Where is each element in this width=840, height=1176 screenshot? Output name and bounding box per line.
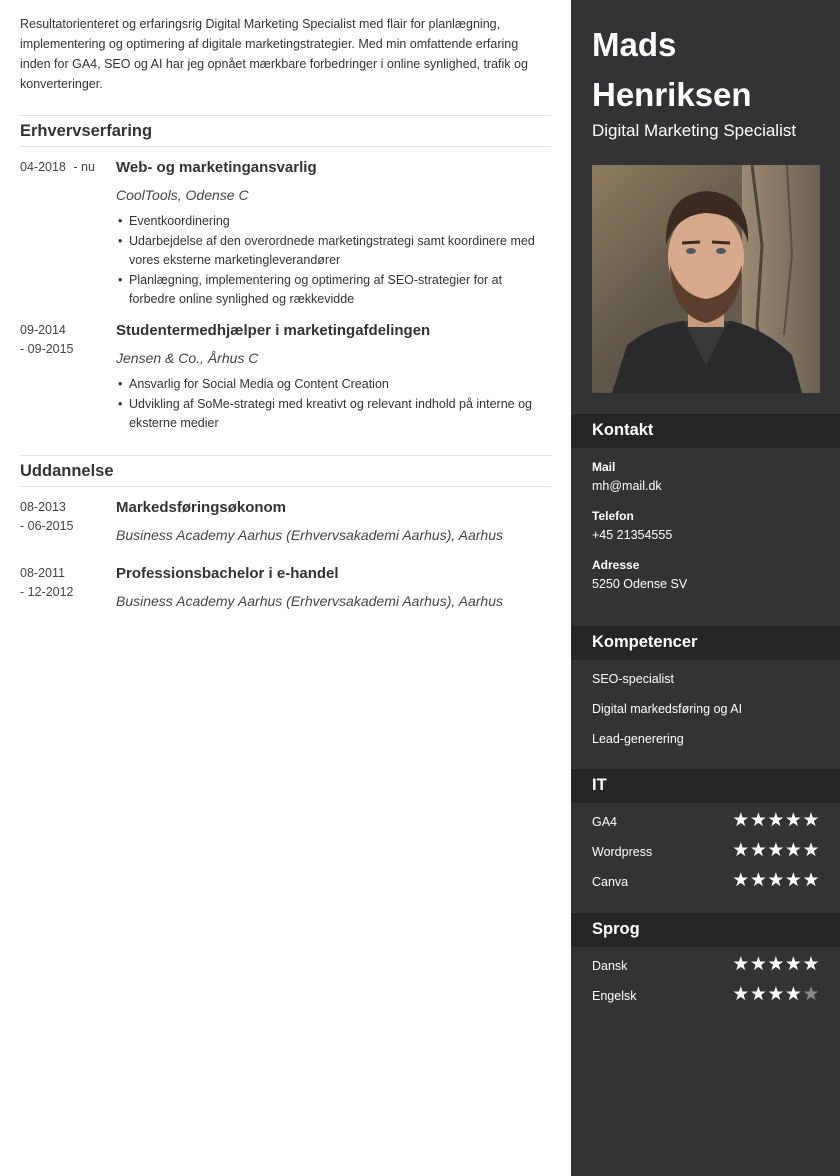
it-skill-row (592, 840, 820, 863)
skill-item: Lead-generering (592, 732, 684, 746)
profile-summary: Resultatorienteret og erfaringsrig Digital Marketing Specialist med flair for planlægning, implementering og optimering af digitale marketingstrategier. Med min omfattende erfaring inden for GA4, SEO og AI har jeg opnået mærkbare forbedringer i online synlighed, trafik og konverteringer. (20, 17, 528, 91)
job-role: Digital Marketing Specialist (592, 121, 797, 140)
it-heading: IT (571, 769, 840, 803)
star-filled-icon: ★ (784, 954, 803, 975)
job-employer: Jensen & Co., Århus C (116, 350, 259, 366)
star-filled-icon: ★ (784, 870, 803, 891)
rating-stars (732, 871, 820, 891)
experience-heading: Erhvervserfaring (20, 115, 551, 147)
job-title: Studentermedhjælper i marketingafdelingen (116, 322, 431, 339)
education-date-end: - 06-2015 (20, 519, 74, 533)
star-filled-icon: ★ (767, 870, 785, 891)
education-degree: Markedsføringsøkonom (116, 499, 287, 516)
mail-value[interactable]: mh@mail.dk (592, 479, 662, 493)
education-date-start: 08-2011 (20, 566, 65, 580)
star-filled-icon: ★ (749, 840, 768, 861)
it-skill-label: Canva (592, 875, 629, 889)
first-name: Mads (592, 26, 677, 63)
star-filled-icon: ★ (784, 810, 803, 831)
education-degree: Professionsbachelor i e-handel (116, 565, 339, 582)
phone-value[interactable]: +45 21354555 (592, 528, 673, 542)
star-filled-icon: ★ (749, 984, 768, 1005)
it-skill-row (592, 870, 820, 893)
education-heading: Uddannelse (20, 455, 551, 487)
star-filled-icon: ★ (767, 984, 785, 1005)
star-filled-icon: ★ (749, 870, 768, 891)
star-filled-icon: ★ (749, 954, 768, 975)
job-bullet: • Udarbejdelse af den overordnede marketingstrategi samt koordinere med vores eksterne marketingleverandører (116, 232, 551, 271)
language-label: Dansk (592, 959, 628, 973)
profile-photo (592, 165, 820, 393)
it-skill-row (592, 810, 820, 833)
star-filled-icon: ★ (732, 870, 750, 891)
star-filled-icon: ★ (802, 870, 820, 891)
it-skill-label: Wordpress (592, 845, 653, 859)
job-bullets (116, 212, 551, 310)
job-date (20, 321, 112, 359)
job-date-end: - nu (73, 160, 95, 174)
education-date (20, 564, 112, 602)
skill-item: Digital markedsføring og AI (592, 702, 743, 716)
it-skill-label: GA4 (592, 815, 618, 829)
star-filled-icon: ★ (732, 810, 750, 831)
language-row (592, 984, 820, 1007)
portrait-illustration (592, 165, 820, 393)
person-name (592, 20, 832, 120)
education-school: Business Academy Aarhus (Erhvervsakademi Aarhus), Aarhus (116, 527, 503, 543)
job-bullet: • Udvikling af SoMe-strategi med kreativt og relevant indhold på interne og eksterne medier (116, 395, 551, 434)
education-school: Business Academy Aarhus (Erhvervsakademi Aarhus), Aarhus (116, 593, 503, 609)
education-date (20, 498, 112, 536)
education-date-end: - 12-2012 (20, 585, 74, 599)
education-date-start: 08-2013 (20, 500, 66, 514)
last-name: Henriksen (592, 76, 752, 113)
job-employer: CoolTools, Odense C (116, 187, 249, 203)
job-date-end: - 09-2015 (20, 342, 74, 356)
address-label: Adresse (592, 558, 640, 572)
skill-item: SEO-specialist (592, 672, 674, 686)
star-filled-icon: ★ (732, 954, 750, 975)
star-filled-icon: ★ (767, 840, 785, 861)
rating-stars (732, 985, 820, 1005)
languages-heading: Sprog (571, 913, 840, 947)
job-date-start: 09-2014 (20, 323, 66, 337)
star-filled-icon: ★ (784, 840, 803, 861)
star-filled-icon: ★ (802, 810, 820, 831)
star-filled-icon: ★ (732, 984, 750, 1005)
job-bullet: • Eventkoordinering (116, 212, 551, 232)
star-filled-icon: ★ (767, 810, 785, 831)
job-bullet: • Ansvarlig for Social Media og Content Creation (116, 375, 551, 395)
star-filled-icon: ★ (802, 840, 820, 861)
rating-stars (732, 841, 820, 861)
star-filled-icon: ★ (732, 840, 750, 861)
star-empty-icon: ★ (802, 984, 820, 1005)
job-bullets (116, 375, 551, 434)
mail-label: Mail (592, 460, 616, 474)
job-bullet: • Planlægning, implementering og optimering af SEO-strategier for at forbedre online synlighed og rækkevidde (116, 271, 551, 310)
star-filled-icon: ★ (802, 954, 820, 975)
language-label: Engelsk (592, 989, 637, 1003)
contact-heading: Kontakt (571, 414, 840, 448)
rating-stars (732, 811, 820, 831)
star-filled-icon: ★ (784, 984, 803, 1005)
language-row (592, 954, 820, 977)
rating-stars (732, 955, 820, 975)
skills-heading: Kompetencer (571, 626, 840, 660)
job-title: Web- og marketingansvarlig (116, 159, 317, 176)
job-date-start: 04-2018 (20, 160, 66, 174)
phone-label: Telefon (592, 509, 634, 523)
star-filled-icon: ★ (767, 954, 785, 975)
address-value: 5250 Odense SV (592, 577, 688, 591)
job-date (20, 158, 112, 177)
star-filled-icon: ★ (749, 810, 768, 831)
sidebar (571, 0, 840, 1176)
